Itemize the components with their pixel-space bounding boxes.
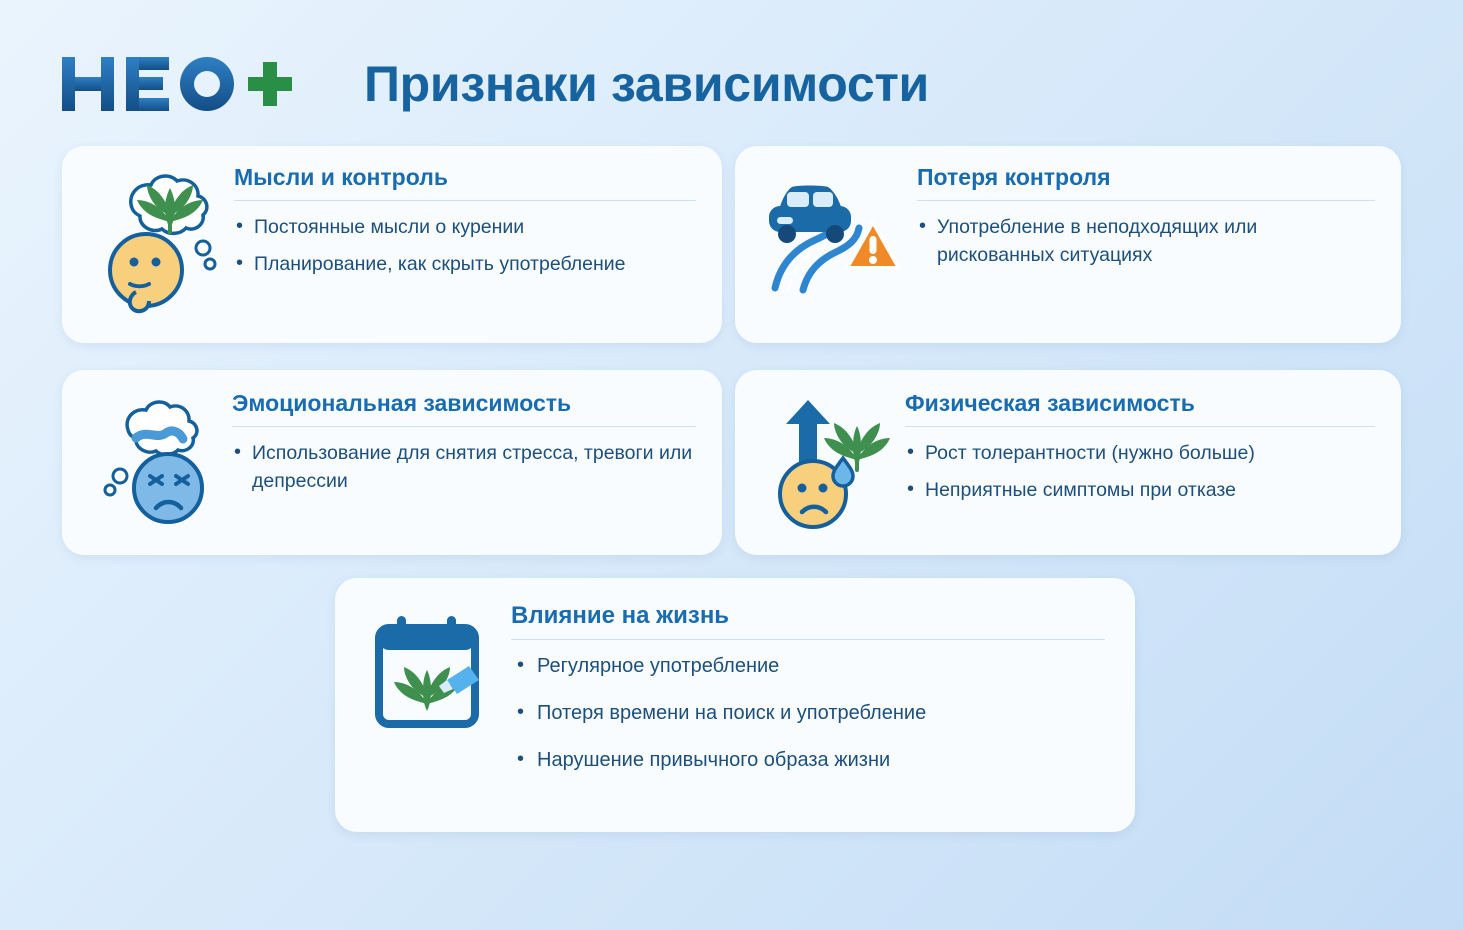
card-body [234, 164, 696, 279]
list-item: • Использование для снятия стресса, тревоги или депрессии [232, 439, 696, 496]
neo-plus-logo [62, 54, 292, 114]
card-life[interactable] [335, 578, 1135, 832]
list-item: • Неприятные симптомы при отказе [905, 476, 1375, 504]
card-title: Потеря контроля [917, 164, 1375, 201]
list-item: • Регулярное употребление [511, 652, 1105, 681]
card-title: Эмоциональная зависимость [232, 390, 696, 427]
list-item: • Постоянные мысли о курении [234, 213, 696, 241]
card-emotional[interactable] [62, 370, 722, 555]
card-physical[interactable] [735, 370, 1401, 555]
calendar-leaf-icon [361, 612, 511, 742]
card-control[interactable] [735, 146, 1401, 343]
header [62, 38, 1423, 130]
sad-face-cloud-icon [84, 390, 232, 530]
page-title: Признаки зависимости [364, 56, 929, 112]
bullet-list [917, 213, 1375, 270]
card-title: Физическая зависимость [905, 390, 1375, 427]
card-body [511, 602, 1105, 793]
list-item: • Планирование, как скрыть употребление [234, 250, 696, 278]
card-body [905, 390, 1375, 505]
thinking-face-cloud-leaf-icon [84, 164, 234, 314]
bullet-list [232, 439, 696, 496]
card-body [917, 164, 1375, 270]
sweating-face-arrow-leaf-icon [757, 390, 905, 530]
card-title: Мысли и контроль [234, 164, 696, 201]
list-item: • Нарушение привычного образа жизни [511, 746, 1105, 775]
card-body [232, 390, 696, 496]
bullet-list [511, 652, 1105, 775]
card-title: Влияние на жизнь [511, 602, 1105, 640]
bullet-list [234, 213, 696, 279]
car-road-warning-icon [757, 164, 917, 294]
card-thoughts[interactable] [62, 146, 722, 343]
list-item: • Употребление в неподходящих или рискованных ситуациях [917, 213, 1375, 270]
bullet-list [905, 439, 1375, 505]
list-item: • Потеря времени на поиск и употребление [511, 699, 1105, 728]
list-item: • Рост толерантности (нужно больше) [905, 439, 1375, 467]
